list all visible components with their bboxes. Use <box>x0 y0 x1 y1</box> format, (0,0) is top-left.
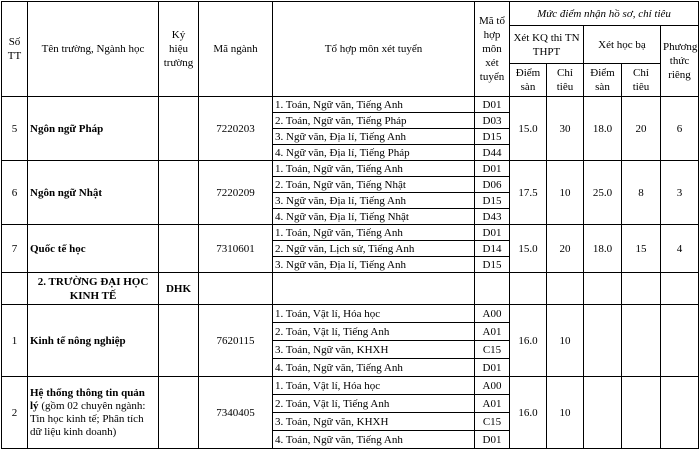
empty-cell <box>547 273 584 305</box>
hocba-quota: 8 <box>622 161 661 225</box>
combo-label: 4. Ngữ văn, Địa lí, Tiếng Nhật <box>273 209 475 225</box>
major-name-bold: Kinh tế nông nghiệp <box>30 334 126 347</box>
combo-code: D06 <box>475 177 510 193</box>
school-symbol-cell <box>159 377 199 449</box>
combo-code: D15 <box>475 193 510 209</box>
empty-cell <box>510 273 547 305</box>
combo-label: 4. Ngữ văn, Địa lí, Tiếng Pháp <box>273 145 475 161</box>
thpt-floor: 16.0 <box>510 377 547 449</box>
school-symbol-cell <box>159 161 199 225</box>
table-row <box>2 225 699 241</box>
thpt-floor: 16.0 <box>510 305 547 377</box>
combo-label: 2. Toán, Vật lí, Tiếng Anh <box>273 323 475 341</box>
combo-label: 2. Ngữ văn, Lịch sử, Tiếng Anh <box>273 241 475 257</box>
thpt-quota: 10 <box>547 161 584 225</box>
thpt-floor: 17.5 <box>510 161 547 225</box>
header-chitieu: Chỉ tiêu <box>547 64 584 97</box>
school-symbol-cell <box>159 97 199 161</box>
major-code: 7340405 <box>199 377 273 449</box>
hocba-quota: 15 <box>622 225 661 273</box>
combo-code: D15 <box>475 129 510 145</box>
empty-cell <box>475 273 510 305</box>
hocba-quota <box>622 305 661 377</box>
rieng-quota: 3 <box>661 161 699 225</box>
hocba-floor <box>584 377 622 449</box>
empty-cell <box>584 273 622 305</box>
major-name: Ngôn ngữ Pháp <box>28 97 159 161</box>
table-row <box>2 305 699 323</box>
header-kyhieu: Ký hiệu trường <box>159 2 199 97</box>
table-row <box>2 161 699 177</box>
empty-cell <box>273 273 475 305</box>
header-rieng: Phương thức riêng <box>661 26 699 97</box>
combo-code: D01 <box>475 359 510 377</box>
combo-code: A01 <box>475 323 510 341</box>
hocba-floor <box>584 305 622 377</box>
major-name <box>28 305 159 377</box>
stt-cell: 5 <box>2 97 28 161</box>
header-mucdiem: Mức điểm nhận hồ sơ, chỉ tiêu <box>510 2 699 26</box>
thpt-floor: 15.0 <box>510 97 547 161</box>
combo-label: 2. Toán, Ngữ văn, Tiếng Nhật <box>273 177 475 193</box>
combo-label: 3. Ngữ văn, Địa lí, Tiếng Anh <box>273 193 475 209</box>
header-row-1 <box>2 2 699 26</box>
combo-code: D01 <box>475 97 510 113</box>
hocba-floor: 18.0 <box>584 225 622 273</box>
combo-code: D01 <box>475 225 510 241</box>
combo-label: 2. Toán, Ngữ văn, Tiếng Pháp <box>273 113 475 129</box>
thpt-quota: 10 <box>547 377 584 449</box>
combo-code: D03 <box>475 113 510 129</box>
combo-label: 4. Toán, Ngữ văn, Tiếng Anh <box>273 431 475 449</box>
combo-code: D15 <box>475 257 510 273</box>
rieng-quota <box>661 305 699 377</box>
combo-label: 3. Toán, Ngữ văn, KHXH <box>273 413 475 431</box>
school-symbol: DHK <box>159 273 199 305</box>
stt-cell: 6 <box>2 161 28 225</box>
header-manganh: Mã ngành <box>199 2 273 97</box>
empty-cell <box>661 273 699 305</box>
school-symbol-cell <box>159 225 199 273</box>
major-name: Quốc tế học <box>28 225 159 273</box>
hocba-floor: 18.0 <box>584 97 622 161</box>
stt-cell: 7 <box>2 225 28 273</box>
admission-table <box>1 1 699 449</box>
combo-label: 1. Toán, Vật lí, Hóa học <box>273 377 475 395</box>
header-stt: Số TT <box>2 2 28 97</box>
major-code: 7310601 <box>199 225 273 273</box>
combo-code: C15 <box>475 341 510 359</box>
major-code: 7220203 <box>199 97 273 161</box>
header-hocba: Xét học bạ <box>584 26 661 64</box>
stt-cell: 2 <box>2 377 28 449</box>
header-diemsan-hb: Điểm sàn <box>584 64 622 97</box>
school-symbol-cell <box>159 305 199 377</box>
thpt-quota: 10 <box>547 305 584 377</box>
combo-code: D01 <box>475 161 510 177</box>
header-thpt: Xét KQ thi TN THPT <box>510 26 584 64</box>
empty-cell <box>199 273 273 305</box>
empty-cell <box>622 273 661 305</box>
combo-label: 1. Toán, Ngữ văn, Tiếng Anh <box>273 161 475 177</box>
rieng-quota: 4 <box>661 225 699 273</box>
combo-code: D44 <box>475 145 510 161</box>
major-code: 7220209 <box>199 161 273 225</box>
major-name: Ngôn ngữ Nhật <box>28 161 159 225</box>
school-row <box>2 273 699 305</box>
table-row <box>2 377 699 395</box>
thpt-quota: 20 <box>547 225 584 273</box>
combo-label: 1. Toán, Ngữ văn, Tiếng Anh <box>273 97 475 113</box>
thpt-floor: 15.0 <box>510 225 547 273</box>
major-name-bold: Hệ thống thông tin quản lý <box>30 386 145 412</box>
combo-code: D14 <box>475 241 510 257</box>
major-name-note: (gồm 02 chuyên ngành: Tin học kinh tế; Phân tích dữ liệu kinh doanh) <box>30 399 146 438</box>
header-diemsan: Điểm sàn <box>510 64 547 97</box>
combo-label: 2. Toán, Vật lí, Tiếng Anh <box>273 395 475 413</box>
hocba-floor: 25.0 <box>584 161 622 225</box>
header-ten: Tên trường, Ngành học <box>28 2 159 97</box>
rieng-quota: 6 <box>661 97 699 161</box>
combo-code: A00 <box>475 377 510 395</box>
major-name <box>28 377 159 449</box>
combo-label: 3. Ngữ văn, Địa lí, Tiếng Anh <box>273 257 475 273</box>
combo-label: 3. Ngữ văn, Địa lí, Tiếng Anh <box>273 129 475 145</box>
stt-cell: 1 <box>2 305 28 377</box>
hocba-quota: 20 <box>622 97 661 161</box>
table-row <box>2 97 699 113</box>
combo-label: 4. Toán, Ngữ văn, Tiếng Anh <box>273 359 475 377</box>
major-code: 7620115 <box>199 305 273 377</box>
hocba-quota <box>622 377 661 449</box>
combo-label: 3. Toán, Ngữ văn, KHXH <box>273 341 475 359</box>
empty-cell <box>2 273 28 305</box>
combo-code: C15 <box>475 413 510 431</box>
rieng-quota <box>661 377 699 449</box>
school-name: 2. TRƯỜNG ĐẠI HỌC KINH TẾ <box>28 273 159 305</box>
combo-code: A01 <box>475 395 510 413</box>
combo-code: D01 <box>475 431 510 449</box>
combo-label: 1. Toán, Ngữ văn, Tiếng Anh <box>273 225 475 241</box>
combo-code: D43 <box>475 209 510 225</box>
combo-code: A00 <box>475 305 510 323</box>
header-chitieu-hb: Chỉ tiêu <box>622 64 661 97</box>
header-matohop: Mã tổ hợp môn xét tuyển <box>475 2 510 97</box>
thpt-quota: 30 <box>547 97 584 161</box>
header-tohop: Tổ hợp môn xét tuyển <box>273 2 475 97</box>
combo-label: 1. Toán, Vật lí, Hóa học <box>273 305 475 323</box>
